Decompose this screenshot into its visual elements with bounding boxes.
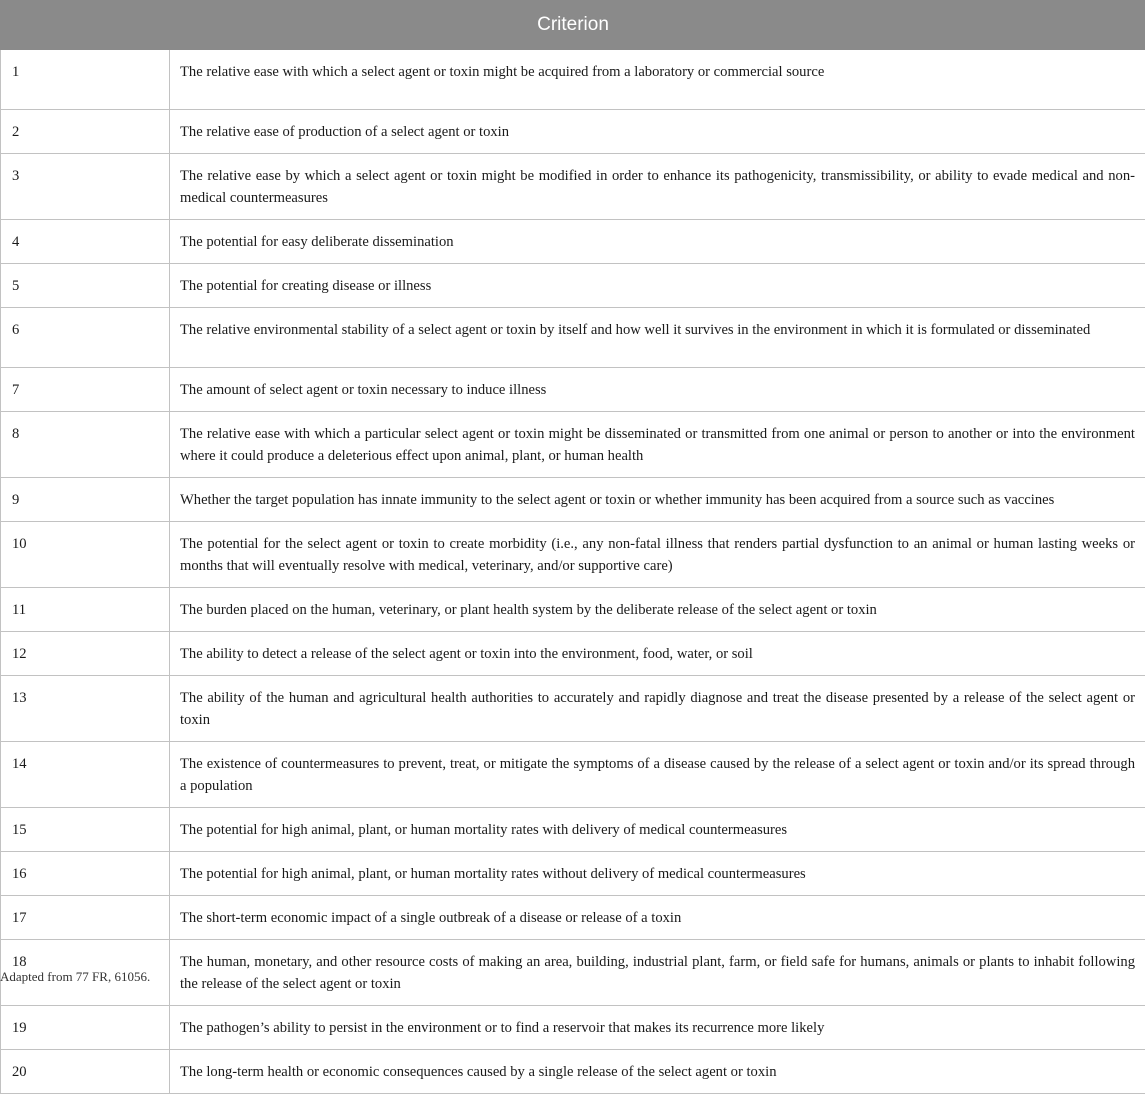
table-row [1, 1050, 1145, 1094]
row-number: 13 [1, 676, 170, 742]
row-number: 18 [1, 940, 170, 1006]
row-criterion: The ability of the human and agricultural health authorities to accurately and rapidly diagnose and treat the disease presented by a release of the select agent or toxin [170, 676, 1145, 742]
row-number: 20 [1, 1050, 170, 1094]
row-criterion: The potential for creating disease or illness [170, 264, 1145, 308]
row-number: 3 [1, 154, 170, 220]
row-criterion: The amount of select agent or toxin necessary to induce illness [170, 368, 1145, 412]
row-criterion: The potential for high animal, plant, or human mortality rates without delivery of medical countermeasures [170, 852, 1145, 896]
row-number: 15 [1, 808, 170, 852]
table-row [1, 522, 1145, 588]
table-header: Criterion [1, 1, 1145, 50]
row-number: 16 [1, 852, 170, 896]
row-criterion: The existence of countermeasures to prevent, treat, or mitigate the symptoms of a disease caused by the release of a select agent or toxin and/or its spread through a population [170, 742, 1145, 808]
table-row [1, 412, 1145, 478]
table-row [1, 588, 1145, 632]
table-row [1, 632, 1145, 676]
table-row [1, 264, 1145, 308]
table-row [1, 852, 1145, 896]
table-row [1, 478, 1145, 522]
row-criterion: The relative environmental stability of a select agent or toxin by itself and how well it survives in the environment in which it is formulated or disseminated [170, 308, 1145, 368]
table-row [1, 308, 1145, 368]
row-number: 17 [1, 896, 170, 940]
row-criterion: The burden placed on the human, veterinary, or plant health system by the deliberate release of the select agent or toxin [170, 588, 1145, 632]
table-row [1, 1006, 1145, 1050]
row-number: 7 [1, 368, 170, 412]
row-criterion: The potential for the select agent or toxin to create morbidity (i.e., any non-fatal illness that renders partial dysfunction to an animal or human lasting weeks or months that will eventually resolve with medical, veterinary, and/or supportive care) [170, 522, 1145, 588]
row-criterion: The short-term economic impact of a single outbreak of a disease or release of a toxin [170, 896, 1145, 940]
table-row [1, 154, 1145, 220]
table-row [1, 50, 1145, 110]
row-number: 12 [1, 632, 170, 676]
table-row [1, 110, 1145, 154]
table-row [1, 808, 1145, 852]
table-footnote: Adapted from 77 FR, 61056. [0, 969, 150, 985]
row-number: 9 [1, 478, 170, 522]
row-number: 6 [1, 308, 170, 368]
row-criterion: The ability to detect a release of the select agent or toxin into the environment, food, water, or soil [170, 632, 1145, 676]
table-header-row [1, 1, 1145, 50]
row-criterion: The long-term health or economic consequences caused by a single release of the select agent or toxin [170, 1050, 1145, 1094]
row-number: 8 [1, 412, 170, 478]
table-row [1, 742, 1145, 808]
row-number: 19 [1, 1006, 170, 1050]
row-number: 11 [1, 588, 170, 632]
row-criterion: The human, monetary, and other resource costs of making an area, building, industrial plant, farm, or field safe for humans, animals or plants to inhabit following the release of the select agent or toxin [170, 940, 1145, 1006]
table-row [1, 368, 1145, 412]
row-criterion: The potential for high animal, plant, or human mortality rates with delivery of medical countermeasures [170, 808, 1145, 852]
table-row [1, 896, 1145, 940]
row-criterion: The relative ease of production of a select agent or toxin [170, 110, 1145, 154]
row-number: 10 [1, 522, 170, 588]
row-number: 2 [1, 110, 170, 154]
row-number: 14 [1, 742, 170, 808]
row-number: 1 [1, 50, 170, 110]
row-criterion: The potential for easy deliberate dissemination [170, 220, 1145, 264]
table-row [1, 676, 1145, 742]
table-row [1, 940, 1145, 1006]
row-criterion: The relative ease by which a select agent or toxin might be modified in order to enhance its pathogenicity, transmissibility, or ability to evade medical and non-medical countermeasures [170, 154, 1145, 220]
row-number: 5 [1, 264, 170, 308]
row-criterion: The relative ease with which a particular select agent or toxin might be disseminated or transmitted from one animal or person to another or into the environment where it could produce a deleterious effect upon animal, plant, or human health [170, 412, 1145, 478]
row-criterion: Whether the target population has innate immunity to the select agent or toxin or whether immunity has been acquired from a source such as vaccines [170, 478, 1145, 522]
row-number: 4 [1, 220, 170, 264]
row-criterion: The pathogen’s ability to persist in the environment or to find a reservoir that makes its recurrence more likely [170, 1006, 1145, 1050]
row-criterion: The relative ease with which a select agent or toxin might be acquired from a laboratory or commercial source [170, 50, 1145, 110]
table-row [1, 220, 1145, 264]
